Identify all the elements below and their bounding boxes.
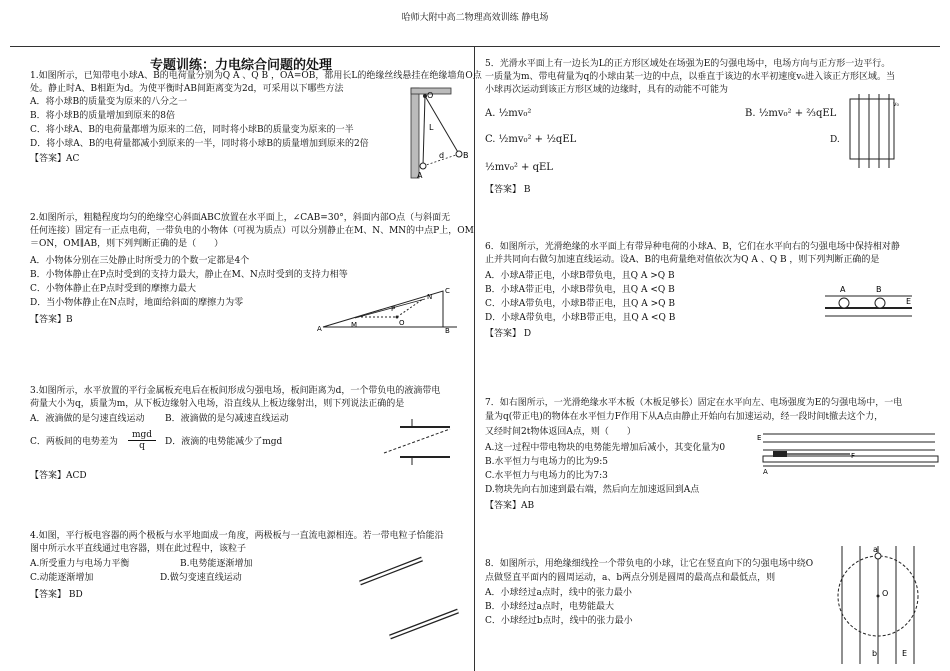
q6-stem-2: 止并共同向右做匀加速直线运动。设A、B的电荷量绝对值依次为Q A 、Q B ，则下列判断正确的是 [485, 255, 880, 265]
f2-label-m: M [351, 321, 358, 329]
f8-label-b: b [872, 649, 878, 658]
q5-stem-3: 小球再次运动到该正方形区域的边缘时，具有的动能不可能为 [485, 85, 729, 95]
f8-label-o: O [882, 589, 889, 598]
q5-option-d-expression: ½mv₀² + qEL [485, 162, 553, 173]
q4-capacitor-figure [350, 555, 465, 645]
q6-answer: 【答案】 D [485, 329, 532, 339]
q2-option-d: D．当小物体静止在N点时，地面给斜面的摩擦力为零 [30, 298, 244, 308]
q7-option-d: D.物块先向右加速到最右端，然后向左加速返回到A点 [485, 485, 700, 495]
q7-stem-1: 7．如右图所示，一光滑绝缘水平木板（木板足够长）固定在水平向左、电场强度为E的匀强电场中，一电 [485, 398, 903, 408]
f2-label-c: C [445, 287, 450, 295]
q6-option-c: C．小球A带负电，小球B带正电，且Q A >Q B [485, 299, 675, 309]
q5-stem-1: 5．光滑水平面上有一边长为L的正方形区域处在场强为E的匀强电场中，电场方向与正方形一边平行。 [485, 59, 891, 69]
q8-option-c: C．小球经过b点时，线中的张力最小 [485, 616, 633, 626]
header-divider [10, 46, 940, 47]
q2-option-c: C．小物体静止在P点时受到的摩擦力最大 [30, 284, 196, 294]
q1-stem-2: 处。静止时A、B相距为d。为使平衡时AB间距离变为2d，可采用以下哪些方法 [30, 84, 344, 94]
q3-option-b: B．液滴做的是匀减速直线运动 [165, 414, 289, 424]
f6-label-e: E [906, 297, 912, 306]
f1-label-l: L [429, 123, 434, 132]
q5-option-a: A. ½mv₀² [485, 108, 532, 119]
q3-plates-figure [380, 415, 455, 470]
page-header: 哈师大附中高二物理高效训练 静电场 [401, 13, 549, 23]
q4-stem-1: 4.如图，平行板电容器的两个极板与水平地面成一角度，两极板与一直流电源相连。若一带电粒子恰能沿 [30, 531, 444, 541]
f1-label-o: O [427, 91, 434, 100]
q8-option-b: B．小球经过a点时，电势能最大 [485, 602, 614, 612]
q2-answer: 【答案】B [30, 315, 73, 325]
q1-stem-1: 1.如图所示，已知带电小球A、B的电荷量分别为Q A 、Q B ，OA=OB，都用长L的绝缘丝线悬挂在绝缘墙角O点 [30, 71, 482, 81]
q1-pendulum-figure [405, 86, 475, 181]
q1-option-b: B．将小球B的质量增加到原来的8倍 [30, 111, 175, 121]
q4-stem-2: 图中所示水平直线通过电容器，则在此过程中，该粒子 [30, 544, 247, 554]
q1-option-c: C．将小球A、B的电荷量都增为原来的二倍，同时将小球B的质量变为原来的一半 [30, 125, 354, 135]
q3-option-a: A．液滴做的是匀速直线运动 [30, 414, 145, 424]
q1-option-d: D．将小球A、B的电荷量都减小到原来的一半，同时将小球B的质量增加到原来的2倍 [30, 139, 369, 149]
f2-label-a: A [317, 325, 322, 333]
q5-answer: 【答案】 B [485, 185, 531, 195]
f8-label-e: E [902, 649, 908, 658]
q1-answer: 【答案】AC [30, 154, 80, 164]
q4-option-b: B.电势能逐渐增加 [180, 559, 253, 569]
q3-stem-1: 3.如图所示，水平放置的平行金属板充电后在板间形成匀强电场，板间距离为d，一个带负电的液滴带电 [30, 386, 441, 396]
f1-label-b: B [463, 151, 469, 160]
q8-stem-2: 点做竖直平面内的圆周运动，a、b两点分别是圆周的最高点和最低点，则 [485, 573, 776, 583]
q4-answer: 【答案】 BD [30, 590, 83, 600]
q2-incline-figure [315, 285, 465, 335]
q5-stem-2: 一质量为m、带电荷量为q的小球由某一边的中点，以垂直于该边的水平初速度v₀进入该正方形区域。当 [485, 72, 895, 82]
f8-label-a: a [873, 545, 878, 554]
q5-option-c: C. ½mv₀² + ½qEL [485, 134, 577, 145]
q3-fraction-denominator: q [139, 441, 145, 451]
q3-option-c-prefix: C．两板间的电势差为 [30, 437, 118, 447]
q7-option-b: B.水平恒力与电场力的比为9:5 [485, 457, 608, 467]
q8-option-a: A．小球经过a点时，线中的张力最小 [485, 588, 632, 598]
q2-stem-3: ＝ON，OM∥AB，则下列判断正确的是（ ） [30, 239, 224, 249]
f7-label-e: E [757, 434, 762, 442]
q3-fraction-numerator: mgd [128, 430, 156, 441]
q4-option-a: A.所受重力与电场力平衡 [30, 559, 130, 569]
q7-stem-2: 量为q(带正电)的物体在水平恒力F作用下从A点由静止开始向右加速运动，经一段时间t撤去这个力， [485, 412, 884, 422]
q7-answer: 【答案】AB [485, 501, 535, 511]
q8-circle-figure [832, 544, 927, 669]
f1-label-d: d [439, 151, 445, 160]
q2-option-a: A．小物体分别在三处静止时所受力的个数一定都是4个 [30, 256, 250, 266]
q7-option-a: A.这一过程中带电物块的电势能先增加后减小，其变化量为0 [485, 443, 726, 453]
q1-option-a: A．将小球B的质量变为原来的八分之一 [30, 97, 188, 107]
q7-option-c: C.水平恒力与电场力的比为7:3 [485, 471, 608, 481]
q4-option-c: C.动能逐渐增加 [30, 573, 94, 583]
f6-label-a: A [840, 285, 846, 294]
q5-square-field-figure [845, 94, 900, 174]
f1-label-a: A [417, 171, 423, 180]
f2-label-n: N [427, 293, 433, 301]
q6-option-a: A．小球A带正电，小球B带负电，且Q A >Q B [485, 271, 675, 281]
q8-stem-1: 8．如图所示，用绝缘细线拴一个带负电的小球，让它在竖直向下的匀强电场中绕O [485, 559, 814, 569]
q3-option-d: D．液滴的电势能减少了mgd [165, 437, 283, 447]
q3-answer: 【答案】ACD [30, 471, 87, 481]
q7-board-figure [755, 428, 940, 478]
q6-option-d: D．小球A带负电，小球B带正电，且Q A <Q B [485, 313, 676, 323]
q6-option-b: B．小球A带正电，小球B带负电，且Q A <Q B [485, 285, 675, 295]
q2-stem-1: 2.如图所示，粗糙程度均匀的绝缘空心斜面ABC放置在水平面上，∠CAB=30°，斜面内部O点（与斜面无 [30, 213, 451, 223]
f5-label-v0: v₀ [893, 101, 899, 108]
q3-stem-2: 荷量大小为q，质量为m，从下板边缘射入电场，沿直线从上板边缘射出，则下列说法正确的是 [30, 399, 405, 409]
q4-option-d: D.做匀变速直线运动 [160, 573, 242, 583]
f2-label-p: P [391, 305, 396, 313]
q2-option-b: B．小物体静止在P点时受到的支持力最大，静止在M、N点时受到的支持力相等 [30, 270, 348, 280]
q3-option-c-fraction [128, 430, 156, 451]
f2-label-b: B [445, 327, 450, 335]
f2-label-o: O [399, 319, 405, 327]
q6-stem-1: 6．如图所示，光滑绝缘的水平面上有带异种电荷的小球A、B，它们在水平向右的匀强电场中保持相对静 [485, 242, 900, 252]
f7-label-f: F [851, 452, 856, 460]
f7-label-a: A [763, 468, 768, 476]
q7-stem-3: 又经时间2t物体返回A点，则（ ） [485, 427, 636, 437]
f6-label-b: B [876, 285, 882, 294]
page-title: 专题训练：力电综合问题的处理 [150, 58, 333, 73]
q2-stem-2: 任何连接）固定有一正点电荷，一带负电的小物体（可视为质点）可以分别静止在M、N、MN的中点P上，OM [30, 226, 474, 236]
q5-option-b: B. ½mv₀² + ⅔qEL [745, 108, 837, 119]
q6-charges-figure [820, 280, 920, 325]
q5-option-d-label: D. [830, 135, 840, 145]
